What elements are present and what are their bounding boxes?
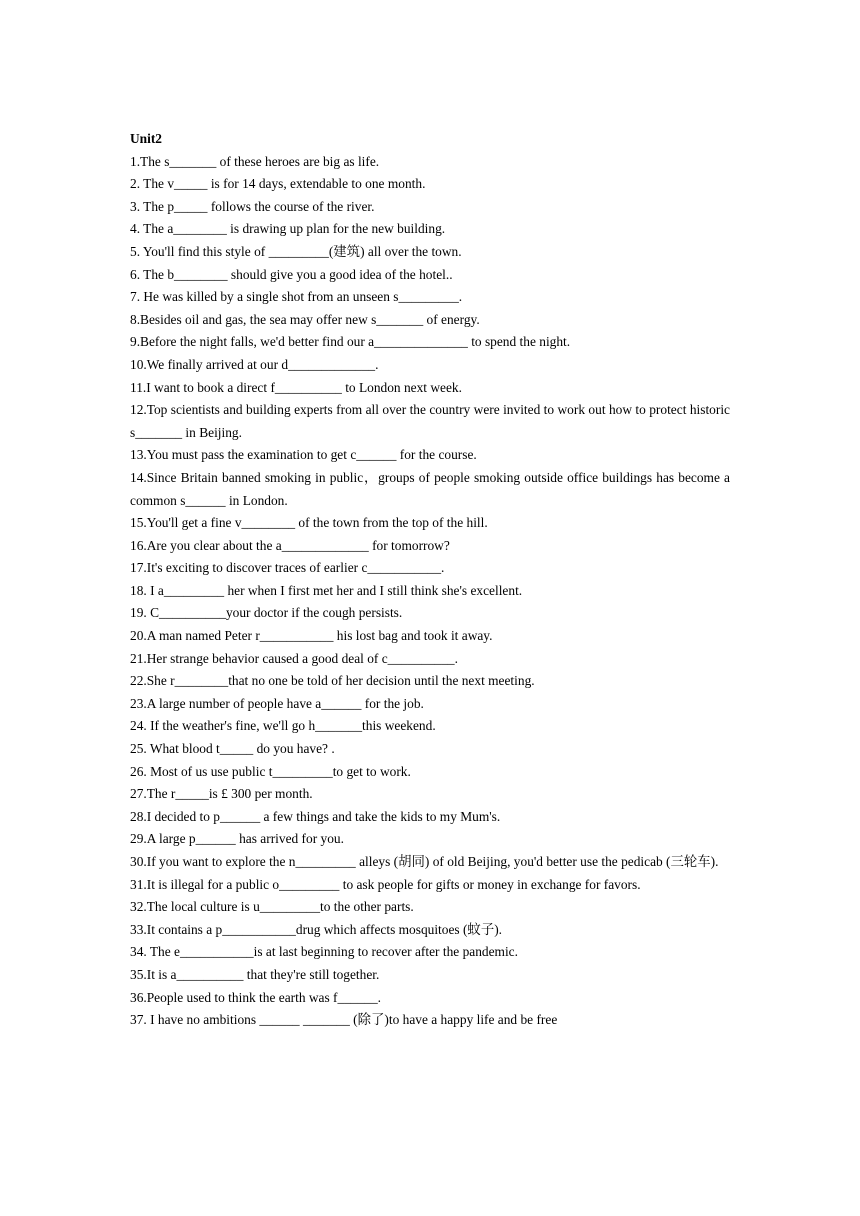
- exercise-item-34: 34. The e___________is at last beginning to recover after the pandemic.: [130, 944, 518, 960]
- exercise-item-21: 21.Her strange behavior caused a good deal of c__________.: [130, 650, 458, 666]
- exercise-item-1: 1.The s_______ of these heroes are big as life.: [130, 153, 380, 169]
- exercise-item-30: 30.If you want to explore the n_________ alleys (胡同) of old Beijing, you'd better use the pedicab (三轮车).: [130, 854, 719, 869]
- worksheet-page: [130, 128, 730, 1032]
- exercise-item-14: 14.Since Britain banned smoking in public，groups of people smoking outside office buildings has become a common s______ in London.: [130, 469, 730, 508]
- exercise-item-12: 12.Top scientists and building experts from all over the country were invited to work out how to protect historic s_______ in Beijing.: [130, 402, 730, 440]
- exercise-item-20: 20.A man named Peter r___________ his lost bag and took it away.: [130, 628, 493, 644]
- exercise-item-16: 16.Are you clear about the a_____________ for tomorrow?: [130, 537, 450, 553]
- exercise-item-27: 27.The r_____is £ 300 per month.: [130, 786, 313, 802]
- exercise-item-37: 37. I have no ambitions ______ _______ (除了)to have a happy life and be free: [130, 1012, 558, 1028]
- exercise-item-32: 32.The local culture is u_________to the other parts.: [130, 899, 414, 915]
- exercise-item-35: 35.It is a__________ that they're still together.: [130, 966, 380, 982]
- exercise-item-5: 5. You'll find this style of _________(建筑) all over the town.: [130, 243, 462, 259]
- exercise-item-3: 3. The p_____ follows the course of the river.: [130, 198, 375, 214]
- unit-title: Unit2: [130, 131, 162, 146]
- exercise-item-17: 17.It's exciting to discover traces of earlier c___________.: [130, 560, 445, 576]
- exercise-item-28: 28.I decided to p______ a few things and take the kids to my Mum's.: [130, 808, 501, 824]
- exercise-item-13: 13.You must pass the examination to get c______ for the course.: [130, 447, 477, 463]
- exercise-item-8: 8.Besides oil and gas, the sea may offer new s_______ of energy.: [130, 311, 480, 327]
- exercise-item-4: 4. The a________ is drawing up plan for the new building.: [130, 221, 446, 237]
- exercise-item-26: 26. Most of us use public t_________to get to work.: [130, 763, 411, 779]
- exercise-item-19: 19. C__________your doctor if the cough persists.: [130, 605, 403, 621]
- exercise-item-29: 29.A large p______ has arrived for you.: [130, 831, 344, 847]
- exercise-item-9: 9.Before the night falls, we'd better find our a______________ to spend the night.: [130, 334, 571, 350]
- exercise-item-36: 36.People used to think the earth was f______.: [130, 989, 382, 1005]
- exercise-item-25: 25. What blood t_____ do you have? .: [130, 741, 335, 757]
- exercise-item-33: 33.It contains a p___________drug which affects mosquitoes (蚊子).: [130, 921, 503, 937]
- exercise-item-11: 11.I want to book a direct f__________ to London next week.: [130, 379, 462, 395]
- exercise-item-22: 22.She r________that no one be told of her decision until the next meeting.: [130, 673, 535, 689]
- exercise-item-18: 18. I a_________ her when I first met her and I still think she's excellent.: [130, 582, 523, 598]
- exercise-item-15: 15.You'll get a fine v________ of the town from the top of the hill.: [130, 515, 488, 531]
- exercise-item-31: 31.It is illegal for a public o_________ to ask people for gifts or money in exchange for favors.: [130, 876, 641, 892]
- exercise-item-6: 6. The b________ should give you a good idea of the hotel..: [130, 266, 453, 282]
- exercise-item-24: 24. If the weather's fine, we'll go h_______this weekend.: [130, 718, 436, 734]
- exercise-item-23: 23.A large number of people have a______ for the job.: [130, 695, 424, 711]
- exercise-item-2: 2. The v_____ is for 14 days, extendable to one month.: [130, 176, 426, 192]
- exercise-item-10: 10.We finally arrived at our d_____________.: [130, 356, 379, 372]
- exercise-item-7: 7. He was killed by a single shot from an unseen s_________.: [130, 289, 463, 305]
